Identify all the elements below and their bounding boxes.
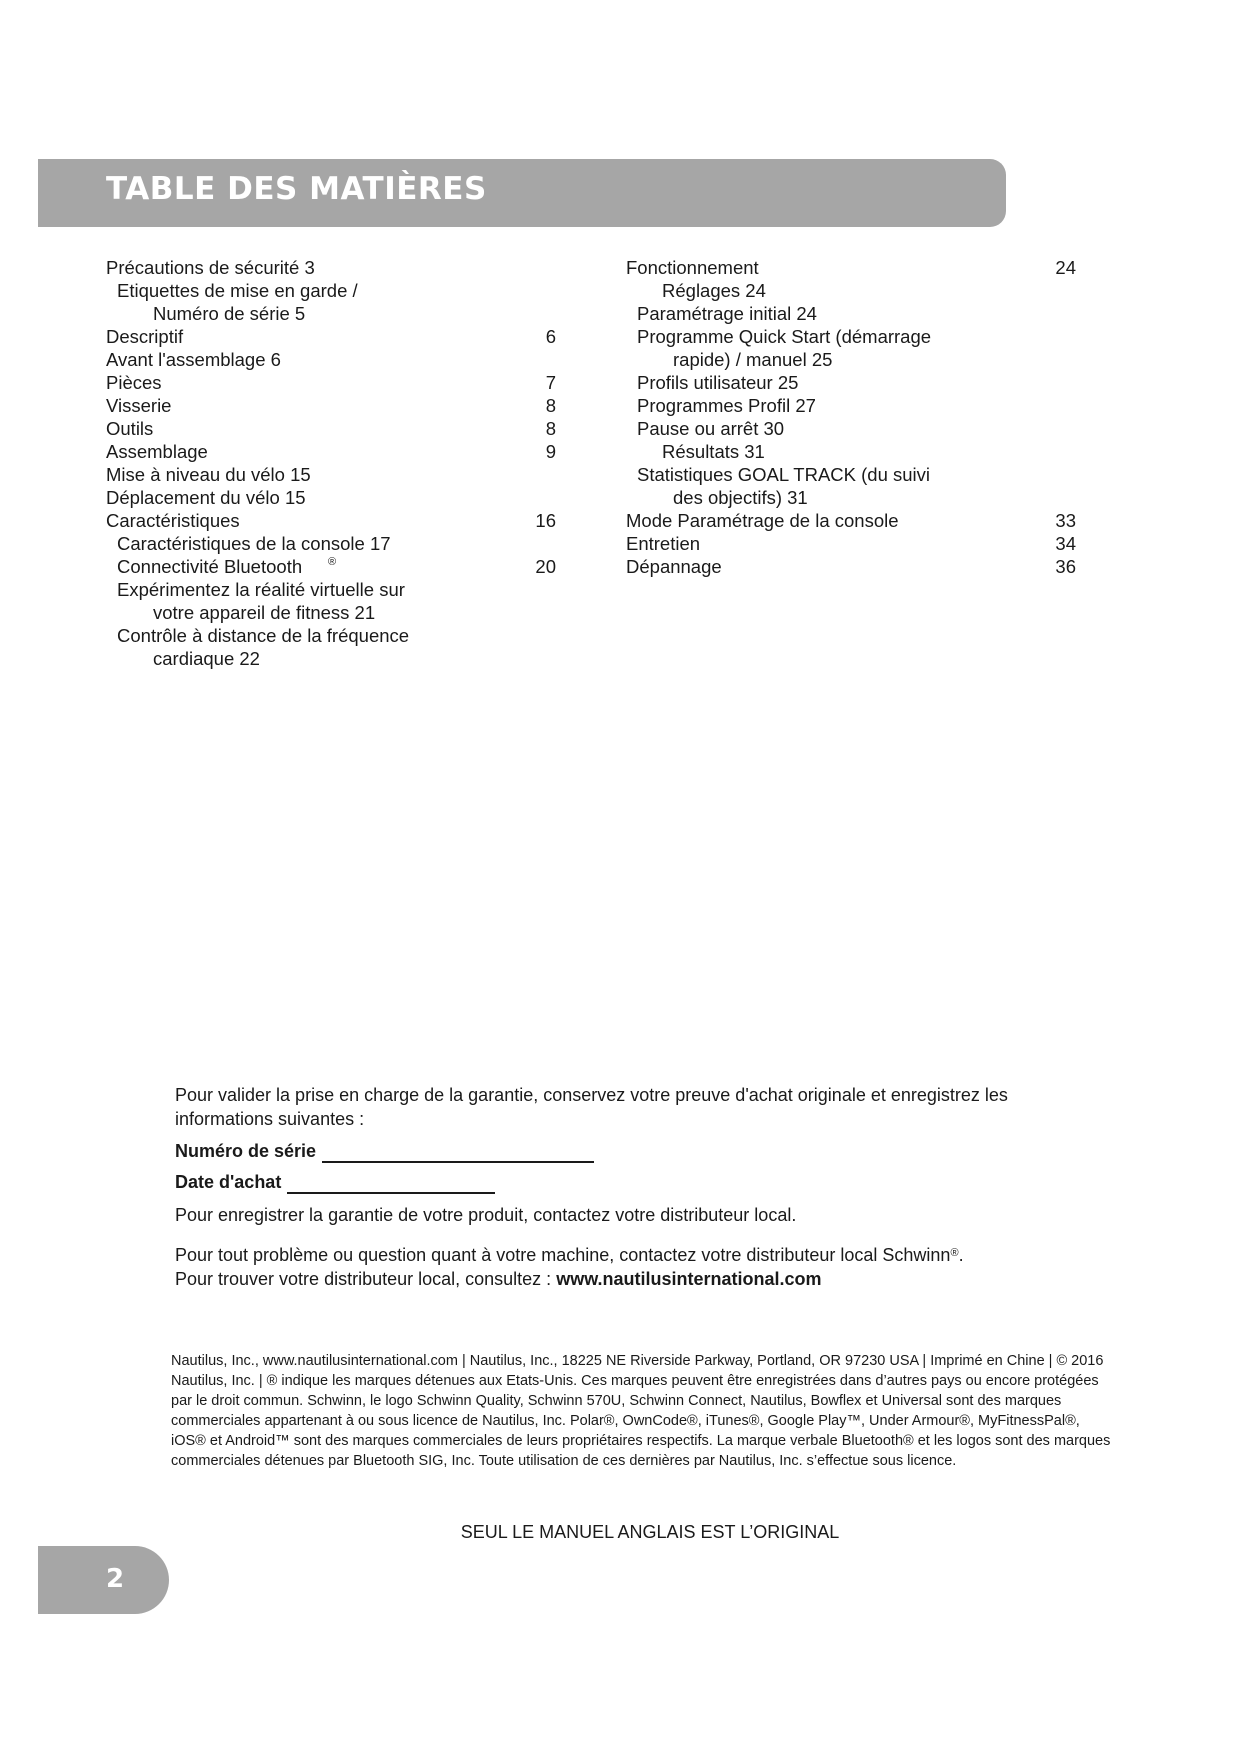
toc-entry-title: Statistiques GOAL TRACK (du suivi des objectifs) 31: [637, 464, 931, 508]
toc-entry[interactable]: [626, 440, 1076, 463]
purchase-date-line: [287, 1174, 495, 1194]
toc-entry-page: 36: [1055, 556, 1076, 577]
header-banner: [38, 159, 1006, 227]
toc-entry[interactable]: [626, 256, 1076, 279]
original-note: SEUL LE MANUEL ANGLAIS EST L’ORIGINAL: [460, 1522, 840, 1542]
toc-entry-title: Expérimentez la réalité virtuelle sur votre appareil de fitness 21: [117, 579, 405, 623]
toc-entry[interactable]: [106, 371, 556, 394]
toc-entry-title: Contrôle à distance de la fréquence cardiaque 22: [117, 625, 410, 669]
toc-entry-page: 24: [1055, 257, 1076, 278]
toc-entry-title: Programmes Profil 27: [637, 395, 816, 416]
toc-entry[interactable]: [626, 371, 1076, 394]
page-title: TABLE DES MATIÈRES: [106, 171, 487, 207]
toc-entry-page: 16: [535, 510, 556, 531]
toc-entry[interactable]: [106, 555, 556, 578]
warranty-intro: Pour valider la prise en charge de la garantie, conservez votre preuve d'achat originale et enregistrez les informations suivantes :: [175, 1085, 1008, 1129]
toc-entry-title: Déplacement du vélo 15: [106, 487, 306, 508]
toc-entry-title: Mise à niveau du vélo 15: [106, 464, 311, 485]
toc-entry[interactable]: [106, 279, 556, 325]
toc-entry-title: Mode Paramétrage de la console: [626, 510, 899, 531]
toc-entry[interactable]: [106, 486, 556, 509]
toc-entry-title: Avant l'assemblage 6: [106, 349, 281, 370]
toc-entry-title: Caractéristiques: [106, 510, 240, 531]
warranty-section: [175, 1083, 1075, 1291]
page-number-tab: [38, 1546, 169, 1614]
toc-left-column: [106, 256, 556, 670]
toc-entry[interactable]: [626, 509, 1076, 532]
toc-right-column: [626, 256, 1076, 578]
toc-entry[interactable]: [626, 417, 1076, 440]
toc-entry[interactable]: [106, 325, 556, 348]
toc-entry[interactable]: [626, 394, 1076, 417]
warranty-find-text: [175, 1267, 1075, 1291]
toc-entry[interactable]: [106, 256, 556, 279]
toc-entry-title: Entretien: [626, 533, 701, 554]
find-label: Pour trouver votre distributeur local, consultez :: [175, 1269, 557, 1289]
toc-entry-title: Assemblage: [106, 441, 208, 462]
toc-entry-page: 7: [545, 372, 556, 393]
distributor-link[interactable]: www.nautilusinternational.com: [556, 1269, 822, 1289]
toc-entry-page: 20: [535, 556, 556, 577]
toc-entry-title: Résultats 31: [662, 441, 765, 462]
toc-entry-title: Programme Quick Start (démarrage rapide) / manuel 25: [637, 326, 932, 370]
toc-entry[interactable]: [626, 279, 1076, 302]
toc-entry[interactable]: [106, 348, 556, 371]
toc-entry[interactable]: [106, 578, 556, 624]
toc-entry-title: Descriptif: [106, 326, 184, 347]
toc-entry-title: Connectivité Bluetooth: [117, 556, 303, 577]
serial-number-label: Numéro de série: [175, 1141, 317, 1161]
toc-entry[interactable]: [106, 509, 556, 532]
registered-mark: ®: [950, 1247, 959, 1259]
legal-notice: Nautilus, Inc., www.nautilusinternational.com | Nautilus, Inc., 18225 NE Riverside Parkway, Portland, OR 97230 USA | Imprimé en Chine | © 2016 Nautilus, Inc. | ® indique les marques détenues aux Etats-Unis. Ces marques peuvent être enregistrées dans d’autres pays ou encore protégées par le droit commun. Schwinn, le logo Schwinn Quality, Schwinn 570U, Schwinn Connect, Nautilus, Bowflex et Universal sont des marques commerciales appartenant à ou sous licence de Nautilus, Inc. Polar®, OwnCode®, iTunes®, Google Play™, Under Armour®, MyFitnessPal®, iOS® et Android™ sont des marques commerciales de leurs propriétaires respectifs. La marque verbale Bluetooth® et les logos sont des marques commerciales détenues par Bluetooth SIG, Inc. Toute utilisation de ces dernières par Nautilus, Inc. s’effectue sous licence.: [171, 1353, 1111, 1469]
toc-entry[interactable]: [626, 532, 1076, 555]
toc-entry-title: Caractéristiques de la console 17: [117, 533, 391, 554]
toc-entry-page: 8: [545, 418, 556, 439]
toc-entry-page: 8: [545, 395, 556, 416]
toc-entry-title: Visserie: [106, 395, 172, 416]
toc-entry-title: Pause ou arrêt 30: [637, 418, 785, 439]
toc-entry-title: Réglages 24: [662, 280, 766, 301]
page-number: 2: [106, 1564, 125, 1594]
toc-entry-title: Dépannage: [626, 556, 722, 577]
serial-number-field: [175, 1139, 1075, 1163]
contact-main: Pour tout problème ou question quant à votre machine, contactez votre distributeur local Schwinn: [175, 1245, 951, 1265]
toc-entry[interactable]: [626, 555, 1076, 578]
toc-entry-title: Paramétrage initial 24: [637, 303, 817, 324]
toc-entry[interactable]: [106, 394, 556, 417]
toc-entry-page: 33: [1055, 510, 1076, 531]
toc-entry-title: Fonctionnement: [626, 257, 759, 278]
toc-entry[interactable]: [626, 463, 1076, 509]
toc-entry-title: Précautions de sécurité 3: [106, 257, 315, 278]
toc-entry-page: 34: [1055, 533, 1076, 554]
purchase-date-label: Date d'achat: [175, 1172, 282, 1192]
serial-number-line: [322, 1143, 594, 1163]
toc-entry[interactable]: [106, 463, 556, 486]
toc-entry-title: Outils: [106, 418, 154, 439]
warranty-register-text: Pour enregistrer la garantie de votre produit, contactez votre distributeur local.: [175, 1205, 797, 1225]
registered-mark: ®: [328, 556, 337, 568]
toc-entry-title: Etiquettes de mise en garde / Numéro de série 5: [117, 280, 358, 324]
toc-entry[interactable]: [106, 624, 556, 670]
toc-entry[interactable]: [626, 302, 1076, 325]
toc-entry[interactable]: [106, 440, 556, 463]
toc-entry-page: 9: [545, 441, 556, 462]
toc-entry-title: Profils utilisateur 25: [637, 372, 799, 393]
toc-entry[interactable]: [626, 325, 1076, 371]
toc-entry-title: Pièces: [106, 372, 162, 393]
warranty-contact-text: [175, 1243, 1075, 1267]
purchase-date-field: [175, 1170, 1075, 1194]
toc-entry-page: 6: [545, 326, 556, 347]
toc-entry[interactable]: [106, 417, 556, 440]
contact-end: .: [958, 1245, 964, 1265]
